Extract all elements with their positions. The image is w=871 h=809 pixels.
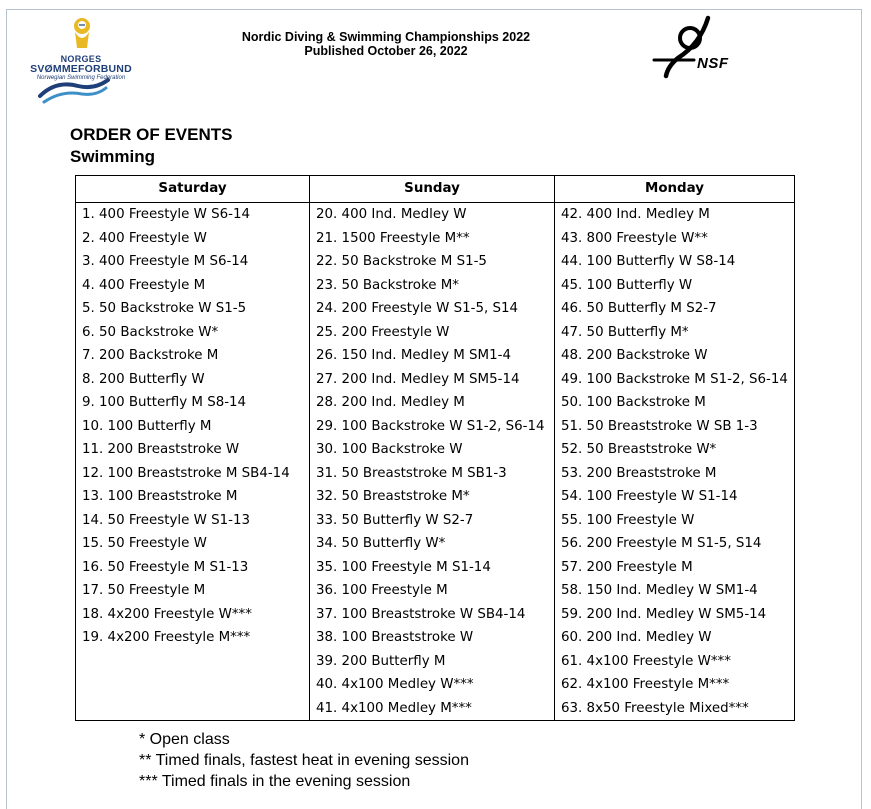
- logo-norges-text: NORGES: [60, 54, 102, 64]
- list-item: 19. 4x200 Freestyle M***: [82, 630, 251, 645]
- list-item: 51. 50 Breaststroke W SB 1-3: [561, 418, 758, 434]
- list-item: 45. 100 Butterfly W: [561, 277, 693, 293]
- list-item: 20. 400 Ind. Medley W: [316, 207, 467, 222]
- list-item: 17. 50 Freestyle M: [82, 583, 206, 598]
- section-title: ORDER OF EVENTS: [70, 125, 233, 144]
- list-item: 11. 200 Breaststroke W: [82, 442, 240, 457]
- list-item: 58. 150 Ind. Medley W SM1-4: [561, 583, 758, 598]
- list-item: 33. 50 Butterfly W S2-7: [316, 512, 474, 528]
- list-item: 41. 4x100 Medley M***: [316, 700, 472, 716]
- list-item: 28. 200 Ind. Medley M: [316, 395, 465, 410]
- list-item: 3. 400 Freestyle M S6-14: [82, 254, 249, 269]
- list-item: 55. 100 Freestyle W: [561, 512, 695, 528]
- norges-svommeforbund-logo: [30, 14, 134, 106]
- list-item: 2. 400 Freestyle W: [82, 230, 207, 246]
- list-item: 18. 4x200 Freestyle W***: [82, 606, 252, 622]
- list-item: 59. 200 Ind. Medley W SM5-14: [561, 606, 767, 622]
- list-item: 36. 100 Freestyle M: [316, 583, 448, 598]
- list-item: 37. 100 Breaststroke W SB4-14: [316, 606, 526, 622]
- header-title: Nordic Diving & Swimming Championships 2022: [241, 30, 531, 44]
- footnote-timed-finals-evening: *** Timed finals in the evening session: [139, 773, 411, 790]
- list-item: 1. 400 Freestyle W S6-14: [82, 207, 251, 222]
- list-item: 10. 100 Butterfly M: [82, 418, 212, 434]
- list-item: 4. 400 Freestyle M: [82, 277, 206, 293]
- list-item: 14. 50 Freestyle W S1-13: [82, 512, 251, 528]
- order-of-events-table: [75, 175, 795, 721]
- list-item: 34. 50 Butterfly W*: [316, 536, 446, 551]
- list-item: 7. 200 Backstroke M: [82, 348, 219, 363]
- list-item: 24. 200 Freestyle W S1-5, S14: [316, 301, 519, 316]
- list-item: 39. 200 Butterfly M: [316, 653, 446, 669]
- list-item: 5. 50 Backstroke W S1-5: [82, 301, 247, 316]
- list-item: 48. 200 Backstroke W: [561, 348, 708, 363]
- list-item: 38. 100 Breaststroke W: [316, 630, 474, 645]
- list-item: 16. 50 Freestyle M S1-13: [82, 559, 249, 575]
- table-header-row: [76, 176, 795, 203]
- list-item: 49. 100 Backstroke M S1-2, S6-14: [561, 371, 788, 387]
- logo-federation-text: Norwegian Swimming Federation: [36, 75, 126, 81]
- list-item: 63. 8x50 Freestyle Mixed***: [561, 700, 749, 716]
- footnote-timed-finals-fastest-heat: ** Timed finals, fastest heat in evening session: [139, 752, 469, 769]
- sunday-events-cell: [310, 203, 555, 721]
- footnotes: [139, 729, 469, 792]
- list-item: 23. 50 Backstroke M*: [316, 277, 460, 293]
- list-item: 32. 50 Breaststroke M*: [316, 489, 470, 504]
- day-header-saturday: Saturday: [76, 176, 310, 203]
- list-item: 60. 200 Ind. Medley W: [561, 630, 712, 645]
- list-item: 30. 100 Backstroke W: [316, 442, 463, 457]
- nsf-logo-text: NSF: [697, 55, 729, 72]
- list-item: 46. 50 Butterfly M S2-7: [561, 301, 717, 316]
- list-item: 50. 100 Backstroke M: [561, 395, 706, 410]
- list-item: 29. 100 Backstroke W S1-2, S6-14: [316, 418, 545, 434]
- list-item: 47. 50 Butterfly M*: [561, 324, 689, 340]
- list-item: 56. 200 Freestyle M S1-5, S14: [561, 536, 762, 551]
- list-item: 22. 50 Backstroke M S1-5: [316, 254, 487, 269]
- nsf-swimmer-icon: [650, 14, 750, 84]
- list-item: 13. 100 Breaststroke M: [82, 489, 238, 504]
- section-subtitle: Swimming: [70, 147, 156, 166]
- logo-svommeforbund-text: SVØMMEFORBUND: [30, 63, 132, 75]
- document-header: [186, 30, 586, 58]
- day-header-sunday: Sunday: [310, 176, 555, 203]
- list-item: 15. 50 Freestyle W: [82, 536, 207, 551]
- day-header-monday: Monday: [555, 176, 795, 203]
- list-item: 40. 4x100 Medley W***: [316, 677, 474, 692]
- saturday-event-list: [76, 203, 309, 650]
- list-item: 57. 200 Freestyle M: [561, 559, 693, 575]
- table-events-row: [76, 203, 795, 721]
- list-item: 62. 4x100 Freestyle M***: [561, 677, 730, 692]
- header-published-date: Published October 26, 2022: [304, 44, 468, 58]
- list-item: 61. 4x100 Freestyle W***: [561, 653, 731, 669]
- list-item: 21. 1500 Freestyle M**: [316, 230, 470, 246]
- saturday-events-cell: [76, 203, 310, 721]
- footnote-open-class: * Open class: [139, 731, 230, 748]
- monday-event-list: [555, 203, 794, 720]
- list-item: 27. 200 Ind. Medley M SM5-14: [316, 371, 520, 387]
- list-item: 31. 50 Breaststroke M SB1-3: [316, 465, 507, 481]
- sunday-event-list: [310, 203, 554, 720]
- list-item: 9. 100 Butterfly M S8-14: [82, 395, 247, 410]
- monday-events-cell: [555, 203, 795, 721]
- list-item: 6. 50 Backstroke W*: [82, 324, 219, 340]
- list-item: 52. 50 Breaststroke W*: [561, 442, 717, 457]
- list-item: 26. 150 Ind. Medley M SM1-4: [316, 348, 511, 363]
- list-item: 8. 200 Butterfly W: [82, 371, 205, 387]
- list-item: 43. 800 Freestyle W**: [561, 230, 708, 246]
- list-item: 54. 100 Freestyle W S1-14: [561, 489, 738, 504]
- list-item: 42. 400 Ind. Medley M: [561, 207, 710, 222]
- list-item: 35. 100 Freestyle M S1-14: [316, 559, 491, 575]
- list-item: 12. 100 Breaststroke M SB4-14: [82, 465, 290, 481]
- list-item: 25. 200 Freestyle W: [316, 324, 450, 340]
- list-item: 44. 100 Butterfly W S8-14: [561, 254, 736, 269]
- nsf-logo: [650, 14, 750, 84]
- list-item: 53. 200 Breaststroke M: [561, 465, 717, 481]
